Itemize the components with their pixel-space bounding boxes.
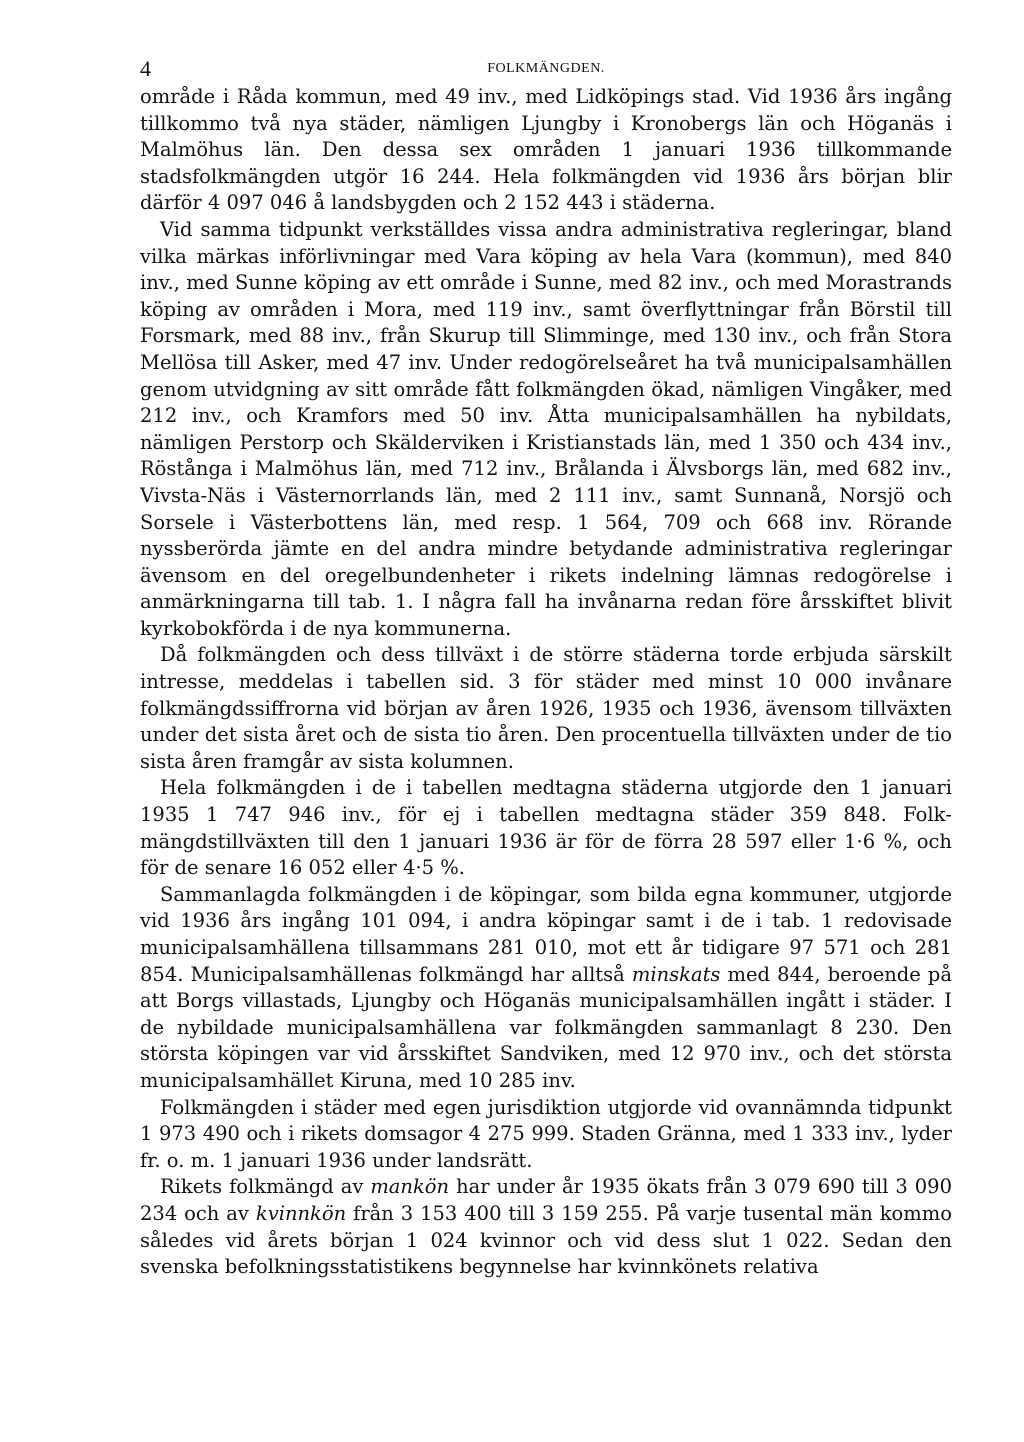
text-run: Vid samma tidpunkt verkställdes vissa andra administrativa regleringar, bland vilka märkas införlivningar med Vara köping av hela Vara (kommun), med 840 inv., med Sunne köping av ett område i Sunne, med 82 inv., och med Morastrands köping av områden i Mora, med 119 inv., samt överflyttningar från Börstil till Forsmark, med 88 inv., från Skurup till Slimminge, med 130 inv., och från Stora Mellösa till Asker, med 47 inv. Under redogörelseåret ha två municipalsamhällen genom utvidgning av sitt område fått folkmängden ökad, nämligen Vingåker, med 212 inv., och Kramfors med 50 inv. Åtta municipalsamhällen ha nybildats, nämligen Perstorp och Skälderviken i Kristianstads län, med 1 350 och 434 inv., Röstånga i Malmöhus län, med 712 inv., Brålanda i Älvsborgs län, med 682 inv., Vivsta-Näs i Västernorrlands län, med 2 111 inv., samt Sunnanå, Norsjö och Sorsele i Västerbottens län, med resp. 1 564, 709 och 668 inv. Rörande nyssberörda jämte en del andra mindre betydande administrativa regleringar ävensom en del oregelbundenheter i rikets indelning lämnas redogörelse i anmärkningarna till tab. 1. I några fall ha invånarna redan före årsskiftet blivit kyrkobokförda i de nya kommunerna. bbox=[140, 217, 952, 640]
text-run: Folkmängden i städer med egen jurisdiktion utgjorde vid ovannämnda tidpunkt 1 973 490 och i rikets domsagor 4 275 999. Staden Gränna, med 1 333 inv., lyder fr. o. m. 1 januari 1936 under landsrätt. bbox=[140, 1095, 952, 1172]
emphasized-term: minskats bbox=[631, 962, 721, 986]
body-text bbox=[140, 84, 952, 1281]
paragraph bbox=[140, 775, 952, 881]
text-run: från 3 153 400 till 3 159 255. På varje tusental män kommo således vid årets början 1 024 kvinnor och vid dess slut 1 022. Sedan den svenska befolkningsstatistikens begynnelse har kvinnkönets relativa bbox=[140, 1201, 952, 1279]
paragraph bbox=[140, 84, 952, 217]
text-run: område i Råda kommun, med 49 inv., med Lidköpings stad. Vid 1936 års ingång tillkommo två nya städer, nämligen Ljungby i Kronobergs län och Höganäs i Malmöhus län. Den dessa sex områden 1 januari 1936 tillkommande stadsfolkmängden utgör 16 244. Hela folkmängden vid 1936 års början blir därför 4 097 046 å landsbygden och 2 152 443 i städerna. bbox=[140, 85, 952, 215]
paragraph bbox=[140, 1174, 952, 1280]
document-page bbox=[140, 48, 952, 1281]
emphasized-term: mankön bbox=[370, 1175, 450, 1199]
running-title: FOLKMÄNGDEN. bbox=[487, 61, 605, 76]
text-run: Sammanlagda folkmängden i de köpingar, som bilda egna kommuner, utgjorde vid 1936 års ingång 101 094, i andra köpingar samt i de i tab. 1 redovisade municipalsamhällena tillsammans 281 010, mot ett år tidigare 97 571 och 281 854. Municipalsamhällenas folkmängd har alltså bbox=[140, 882, 952, 986]
emphasized-term: kvinnkön bbox=[255, 1201, 347, 1225]
paragraph bbox=[140, 1095, 952, 1175]
running-head bbox=[140, 48, 952, 80]
text-run: Då folkmängden och dess tillväxt i de större städerna torde erbjuda särskilt intresse, meddelas i tabellen sid. 3 för städer med minst 10 000 invånare folkmängdssiffrorna vid början av åren 1926, 1935 och 1936, ävensom tillväxten under det sista året och de sista tio åren. Den procentuella tillväxten under de tio sista åren framgår av sista kolumnen. bbox=[140, 643, 952, 773]
paragraph bbox=[140, 882, 952, 1095]
page-number: 4 bbox=[140, 56, 151, 81]
text-run: Rikets folkmängd av bbox=[160, 1175, 371, 1199]
text-run: med 844, beroende på att Borgs villastads, Ljungby och Höganäs municipalsamhällen ingått i städer. I de nybildade municipalsamhällena var folkmängden sammanlagt 8 230. Den största köpingen var vid årsskiftet Sandviken, med 12 970 inv., och det största municipalsamhället Kiruna, med 10 285 inv. bbox=[140, 962, 952, 1092]
text-run: Hela folkmängden i de i tabellen medtagna städerna utgjorde den 1 januari 1935 1 747 946 inv., för ej i tabellen medtagna städer 359 848. Folkmängdstillväxten till den 1 januari 1936 är för de förra 28 597 eller 1·6 %, och för de senare 16 052 eller 4·5 %. bbox=[140, 776, 952, 880]
paragraph bbox=[140, 642, 952, 775]
paragraph bbox=[140, 217, 952, 643]
text-run: har under år 1935 ökats från 3 079 690 till 3 090 234 och av bbox=[140, 1175, 952, 1225]
